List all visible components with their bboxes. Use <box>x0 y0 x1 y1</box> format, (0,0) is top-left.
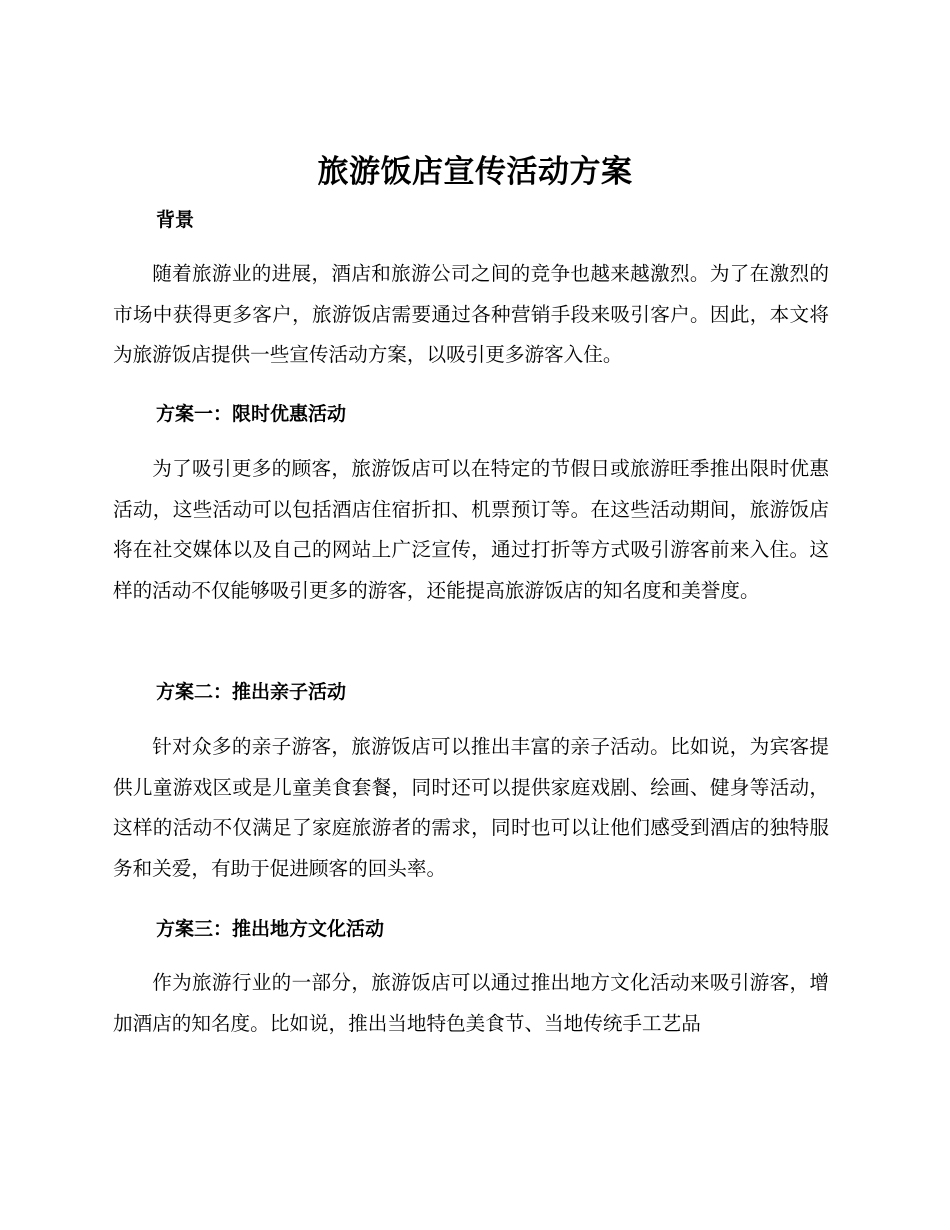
section-heading-plan-two: 方案二：推出亲子活动 <box>156 681 347 703</box>
section-heading-plan-one: 方案一：限时优惠活动 <box>156 403 347 425</box>
section-heading-background: 背景 <box>156 209 195 231</box>
section-paragraph-plan-three: 作为旅游行业的一部分，旅游饭店可以通过推出地方文化活动来吸引游客，增加酒店的知名度。比如说，推出当地特色美食节、当地传统手工艺品 <box>113 971 829 1035</box>
section-paragraph-plan-one: 为了吸引更多的顾客，旅游饭店可以在特定的节假日或旅游旺季推出限时优惠活动，这些活动可以包括酒店住宿折扣、机票预订等。在这些活动期间，旅游饭店将在社交媒体以及自己的网站上广泛宣传，通过打折等方式吸引游客前来入住。这样的活动不仅能够吸引更多的游客，还能提高旅游饭店的知名度和美誉度。 <box>113 457 829 602</box>
document-title: 旅游饭店宣传活动方案 <box>317 154 633 190</box>
section-paragraph-plan-two: 针对众多的亲子游客，旅游饭店可以推出丰富的亲子活动。比如说，为宾客提供儿童游戏区或是儿童美食套餐，同时还可以提供家庭戏剧、绘画、健身等活动，这样的活动不仅满足了家庭旅游者的需求，同时也可以让他们感受到酒店的独特服务和关爱，有助于促进顾客的回头率。 <box>113 735 829 880</box>
section-heading-plan-three: 方案三：推出地方文化活动 <box>156 918 385 940</box>
section-paragraph-background: 随着旅游业的进展，酒店和旅游公司之间的竞争也越来越激烈。为了在激烈的市场中获得更多客户，旅游饭店需要通过各种营销手段来吸引客户。因此，本文将为旅游饭店提供一些宣传活动方案，以吸引更多游客入住。 <box>113 262 829 367</box>
